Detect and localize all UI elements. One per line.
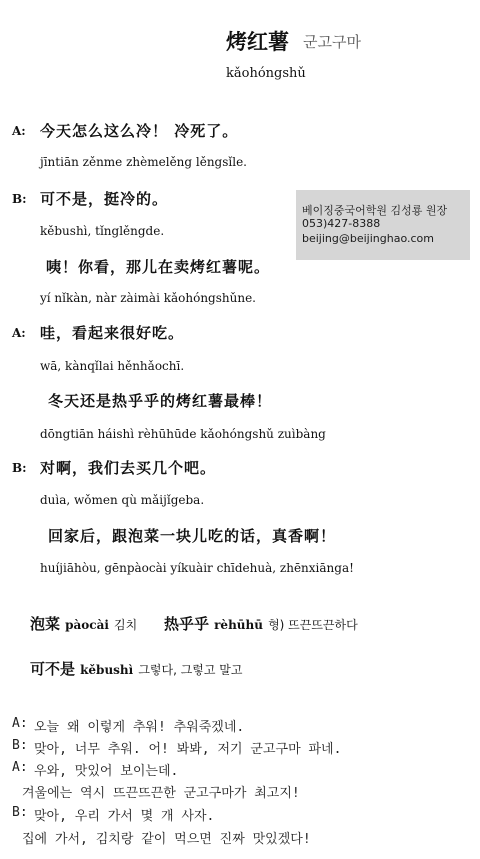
dialogue-line-chinese: 冬天还是热乎乎的烤红薯最棒！: [48, 392, 273, 410]
dialogue-line-chinese: 对啊，我们去买几个吧。: [40, 459, 217, 477]
dialogue-speaker: A:: [12, 124, 26, 138]
contact-phone: 053)427-8388: [302, 217, 381, 230]
vocab-meaning: 형) 뜨끈뜨끈하다: [268, 618, 358, 632]
translation-line: 집에 가서, 김치랑 같이 먹으면 진짜 맛있겠다!: [22, 832, 311, 847]
dialogue-line-pinyin: dōngtiān háishì rèhūhūde kǎohóngshǔ zuìbàng: [40, 427, 326, 441]
dialogue-line-chinese: 咦！你看，那儿在卖烤红薯呢。: [46, 258, 271, 276]
dialogue-line-pinyin: kěbushì, tǐnglěngde.: [40, 224, 165, 238]
translation-speaker: A:: [12, 716, 28, 731]
contact-email: beijing@beijinghao.com: [302, 232, 434, 245]
page-title-pinyin: kǎohóngshǔ: [226, 66, 306, 81]
translation-line: 우와, 맛있어 보이는데.: [34, 764, 179, 779]
dialogue-line-pinyin: huíjiāhòu, gēnpàocài yíkuàir chīdehuà, zhēnxiānga!: [40, 561, 354, 575]
vocab-entry: [30, 613, 137, 634]
vocab-word: 可不是: [30, 660, 76, 678]
dialogue-speaker: B:: [12, 192, 27, 206]
vocab-pinyin: kěbushì: [80, 663, 134, 677]
dialogue-line-chinese: 哇，看起来很好吃。: [40, 324, 185, 342]
page-title: 烤红薯: [226, 29, 289, 54]
dialogue-line-pinyin: duìa, wǒmen qù mǎijǐgeba.: [40, 493, 205, 507]
dialogue-speaker: B:: [12, 461, 27, 475]
translation-line: 겨울에는 역시 뜨끈뜨끈한 군고구마가 최고지!: [22, 786, 300, 801]
dialogue-line-chinese: 可不是，挺冷的。: [40, 190, 169, 208]
translation-speaker: A:: [12, 760, 28, 775]
vocab-entry: [164, 613, 358, 634]
translation-line: 맞아, 우리 가서 몇 개 사자.: [34, 809, 215, 824]
vocab-meaning: 그렇다, 그렇고 말고: [138, 663, 243, 677]
vocab-pinyin: rèhūhū: [214, 618, 263, 632]
translation-line: 오늘 왜 이렇게 추워! 추워죽겠네.: [34, 720, 245, 735]
vocab-word: 热乎乎: [164, 615, 210, 633]
contact-name: 베이징중국어학원 김성룡 원장: [302, 204, 448, 217]
contact-box: [296, 190, 470, 260]
page-title-korean: 군고구마: [303, 33, 361, 51]
dialogue-line-pinyin: wā, kànqǐlai hěnhǎochī.: [40, 359, 185, 373]
vocab-entry: [30, 658, 243, 679]
dialogue-line-pinyin: jīntiān zěnme zhèmelěng lěngsǐle.: [40, 155, 247, 169]
dialogue-speaker: A:: [12, 326, 26, 340]
vocab-meaning: 김치: [114, 618, 138, 632]
dialogue-line-pinyin: yí nǐkàn, nàr zàimài kǎohóngshǔne.: [40, 291, 256, 305]
translation-speaker: B:: [12, 738, 28, 753]
translation-line: 맞아, 너무 추워. 어! 봐봐, 저기 군고구마 파네.: [34, 742, 342, 757]
dialogue-line-chinese: 今天怎么这么冷！ 冷死了。: [40, 122, 239, 140]
translation-speaker: B:: [12, 805, 28, 820]
vocab-pinyin: pàocài: [65, 618, 109, 632]
dialogue-line-chinese: 回家后，跟泡菜一块儿吃的话，真香啊！: [48, 527, 337, 545]
vocab-word: 泡菜: [30, 615, 61, 633]
